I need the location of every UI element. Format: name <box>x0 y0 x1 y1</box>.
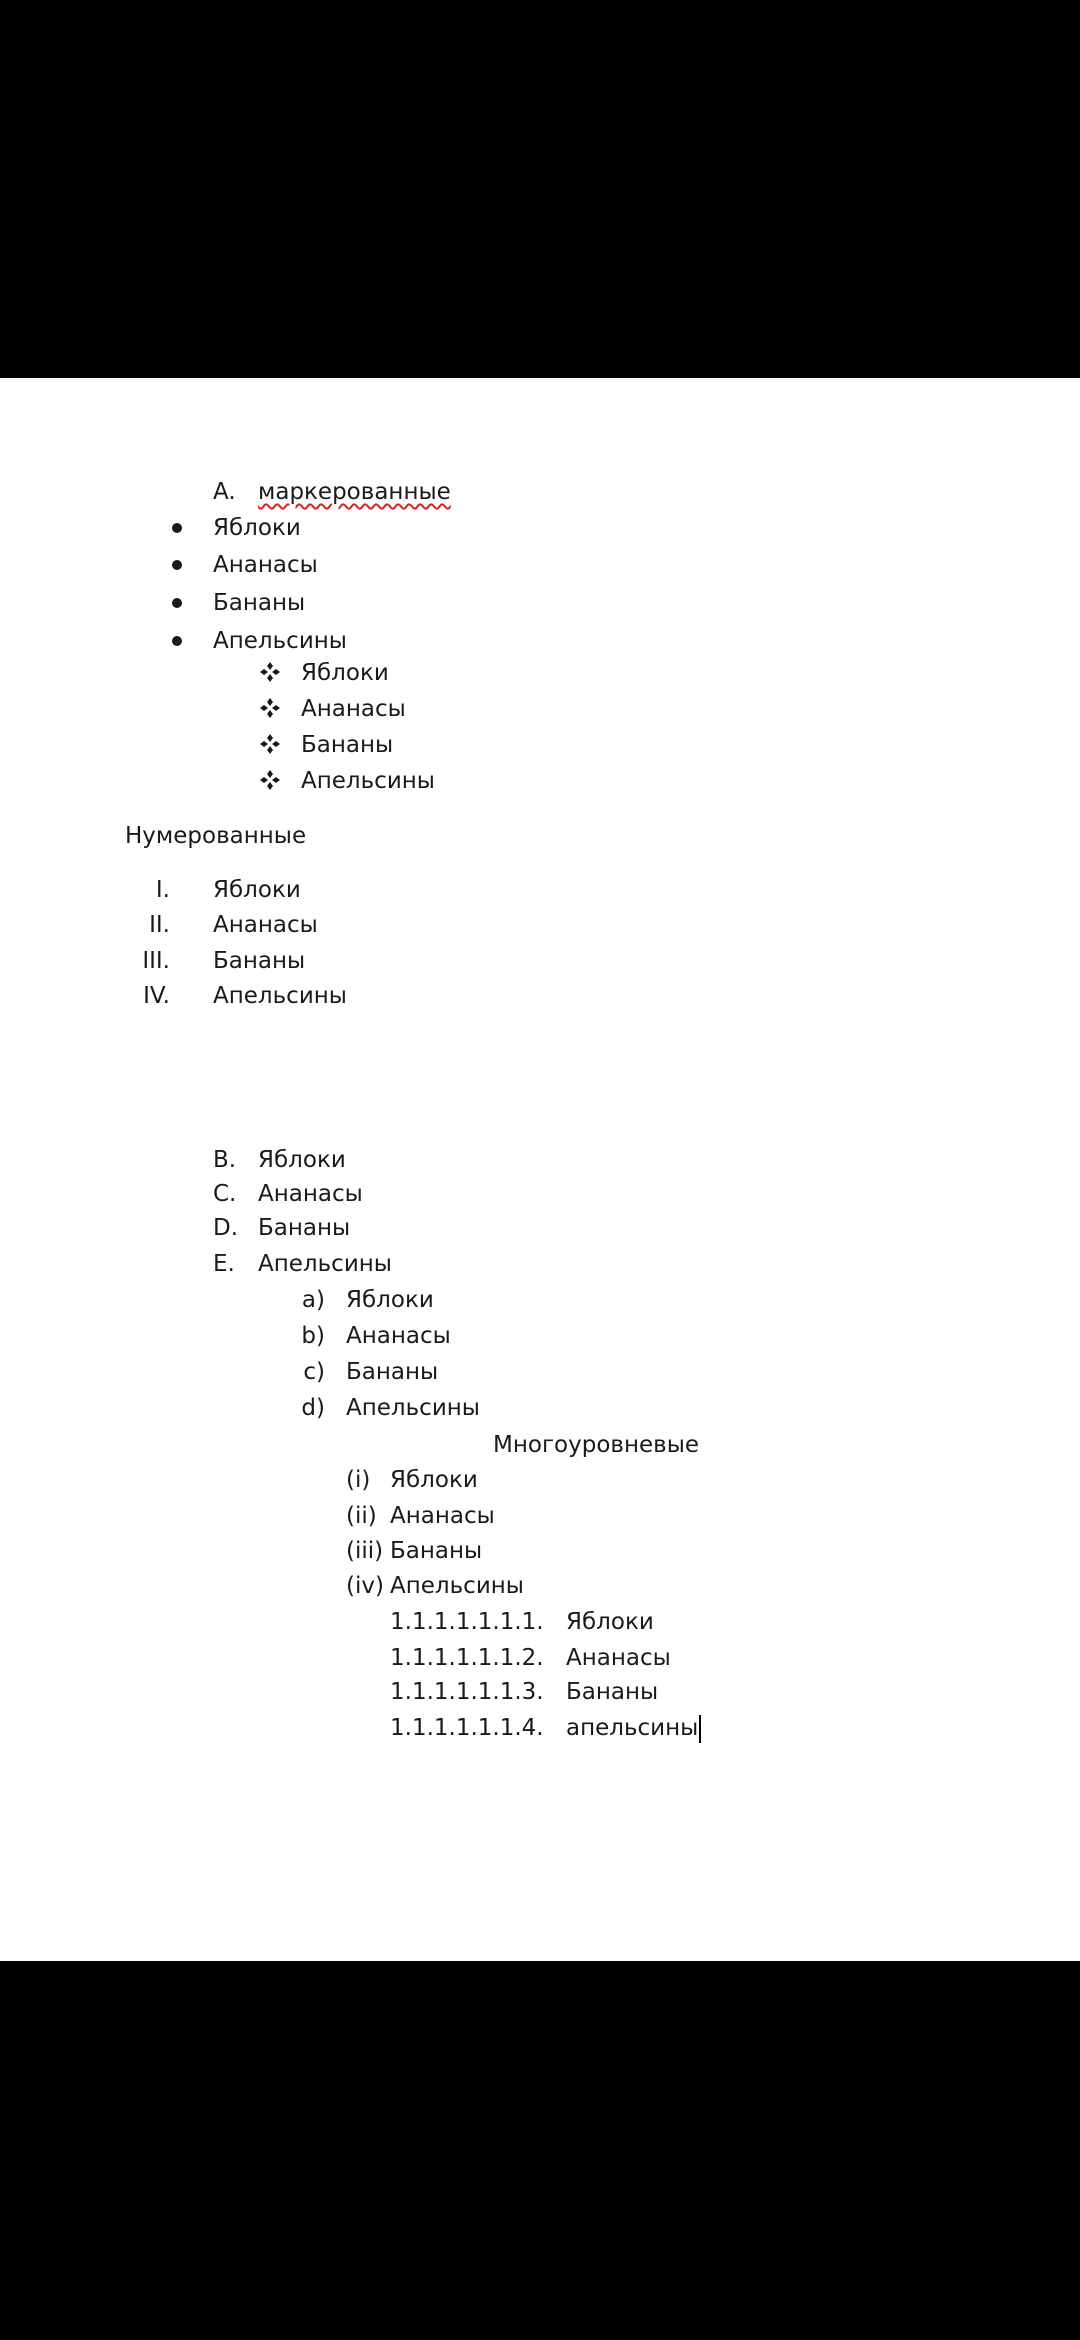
paren-roman-marker: (ii) <box>346 1503 377 1529</box>
paren-roman-marker: (iii) <box>346 1538 384 1564</box>
deep-item: апельсины <box>566 1715 699 1741</box>
bullet-icon <box>172 523 182 533</box>
deep-number-marker: 1.1.1.1.1.1.4. <box>390 1715 544 1741</box>
letter-marker: E. <box>213 1251 235 1277</box>
deep-item: Ананасы <box>566 1645 671 1671</box>
letter-marker: D. <box>213 1215 239 1241</box>
roman-marker: II. <box>149 912 170 938</box>
letter-marker: B. <box>213 1147 237 1173</box>
bullet-icon <box>172 636 182 646</box>
roman-item: Бананы <box>213 948 306 974</box>
roman-item: Яблоки <box>213 877 301 903</box>
small-letter-item: Апельсины <box>346 1395 480 1421</box>
letter-item: Апельсины <box>258 1251 392 1277</box>
small-letter-marker: d) <box>301 1395 325 1421</box>
diamond-bullet-icon <box>259 661 281 683</box>
roman-marker: III. <box>142 948 170 974</box>
deep-number-marker: 1.1.1.1.1.1.2. <box>390 1645 544 1671</box>
bullet-item: Ананасы <box>213 552 318 578</box>
letter-item: Яблоки <box>258 1147 346 1173</box>
roman-marker: I. <box>155 877 170 903</box>
text-cursor <box>699 1715 701 1743</box>
bullet-icon <box>172 560 182 570</box>
small-letter-marker: b) <box>301 1323 325 1349</box>
bullet-icon <box>172 598 182 608</box>
diamond-item: Яблоки <box>301 660 389 686</box>
paren-roman-marker: (iv) <box>346 1573 384 1599</box>
bullet-item: Бананы <box>213 590 306 616</box>
small-letter-marker: a) <box>301 1287 325 1313</box>
small-letter-marker: c) <box>303 1359 325 1385</box>
deep-item: Яблоки <box>566 1609 654 1635</box>
diamond-bullet-icon <box>259 769 281 791</box>
paren-roman-item: Апельсины <box>390 1573 524 1599</box>
deep-number-marker: 1.1.1.1.1.1.1. <box>390 1609 544 1635</box>
deep-number-marker: 1.1.1.1.1.1.3. <box>390 1679 544 1705</box>
diamond-item: Апельсины <box>301 768 435 794</box>
numbered-heading: Нумерованные <box>125 823 307 849</box>
paren-roman-item: Яблоки <box>390 1467 478 1493</box>
deep-item: Бананы <box>566 1679 659 1705</box>
diamond-bullet-icon <box>259 733 281 755</box>
list-marker-a: A. <box>213 479 236 505</box>
small-letter-item: Бананы <box>346 1359 439 1385</box>
letter-marker: C. <box>213 1181 237 1207</box>
paren-roman-item: Бананы <box>390 1538 483 1564</box>
deep-item-last[interactable] <box>566 1713 701 1743</box>
paren-roman-item: Ананасы <box>390 1503 495 1529</box>
bullet-item: Яблоки <box>213 515 301 541</box>
bullet-item: Апельсины <box>213 628 347 654</box>
letter-item: Бананы <box>258 1215 351 1241</box>
diamond-bullet-icon <box>259 697 281 719</box>
small-letter-item: Яблоки <box>346 1287 434 1313</box>
paren-roman-marker: (i) <box>346 1467 371 1493</box>
document-page[interactable] <box>0 378 1080 1961</box>
roman-marker: IV. <box>143 983 170 1009</box>
roman-item: Ананасы <box>213 912 318 938</box>
section-a-label: маркерованные <box>258 479 451 505</box>
multilevel-heading: Многоуровневые <box>493 1432 700 1458</box>
diamond-item: Бананы <box>301 732 394 758</box>
small-letter-item: Ананасы <box>346 1323 451 1349</box>
letter-item: Ананасы <box>258 1181 363 1207</box>
diamond-item: Ананасы <box>301 696 406 722</box>
roman-item: Апельсины <box>213 983 347 1009</box>
